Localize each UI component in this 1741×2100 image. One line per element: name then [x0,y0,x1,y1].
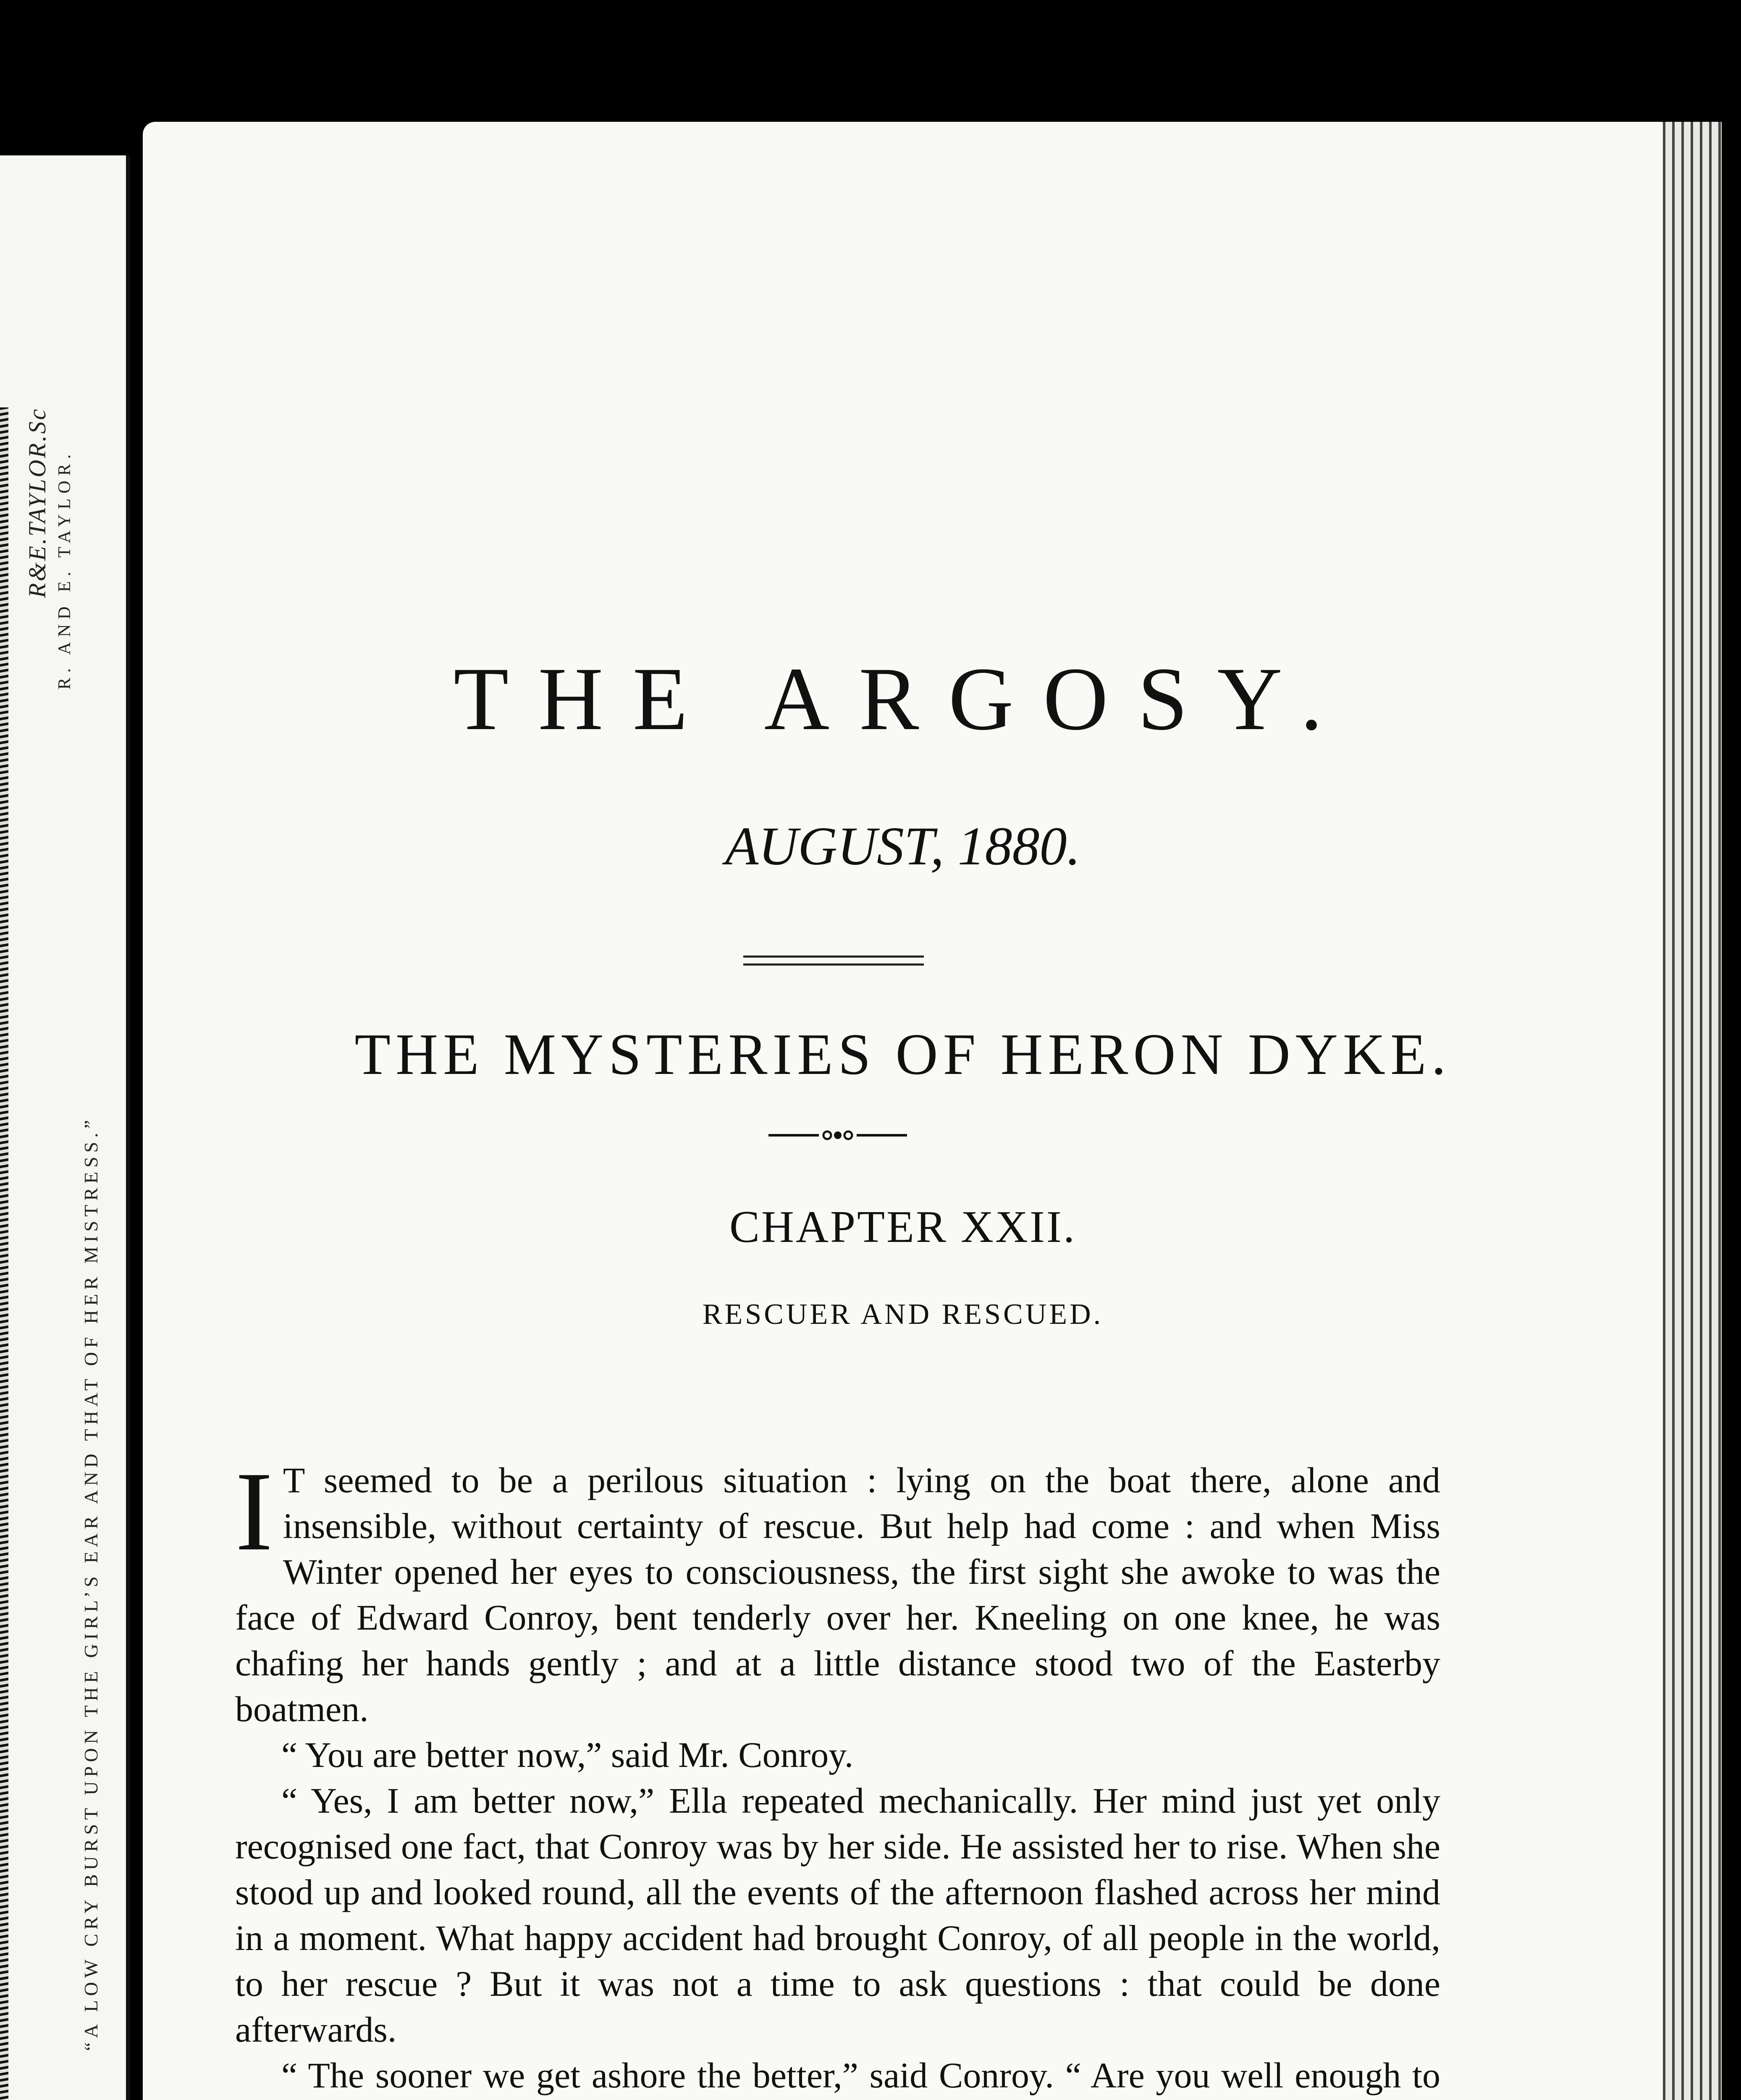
double-rule-divider [743,956,924,966]
engraving-illustration [0,407,8,2100]
paragraph: “ Yes, I am better now,” Ella repeated mechanically. Her mind just yet only recognised one fact, that Conroy was by her side. He assisted her to rise. When she stood up and looked round, all the events of the afternoon flashed across her mind in a moment. What happy accident had brought Conroy, of all people in the world, to her rescue ? But it was not a time to ask questions : that could be done afterwards. [235,1780,1440,2050]
illustrator-credit: R. AND E. TAYLOR. [55,449,74,690]
magazine-page [143,122,1663,2100]
body-text [235,1449,1440,2100]
facing-page [0,155,130,2100]
story-title: THE MYSTERIES OF HERON DYKE. [354,1022,1451,1087]
paragraph: I T seemed to be a perilous situation : lying on the boat there, alone and insensible, without certainty of rescue. But help had come : and when Miss Winter opened her eyes to consciousness, the first sight she awoke to was the face of Edward Conroy, bent tenderly over her. Kneeling on one knee, he was chafing her hands gently ; and at a little distance stood two of the Easterby boatmen. [235,1449,1440,1729]
drop-cap: I [235,1449,273,1574]
chapter-subtitle: RESCUER AND RESCUED. [702,1298,1104,1331]
engraver-signature: R&E.TAYLOR.Sc [24,407,51,598]
illustration-caption: “A LOW CRY BURST UPON THE GIRL’S EAR AND THAT OF HER MISTRESS.” [80,1116,102,2051]
chapter-heading: CHAPTER XXII. [729,1202,1076,1252]
paragraph: “ You are better now,” said Mr. Conroy. [281,1735,854,1775]
ornament-divider [768,1129,907,1142]
paragraph: “ The sooner we get ashore the better,” said Conroy. “ Are you well enough to [281,2055,1440,2095]
magazine-title: THE ARGOSY. [454,648,1352,749]
issue-date: AUGUST, 1880. [725,816,1081,877]
